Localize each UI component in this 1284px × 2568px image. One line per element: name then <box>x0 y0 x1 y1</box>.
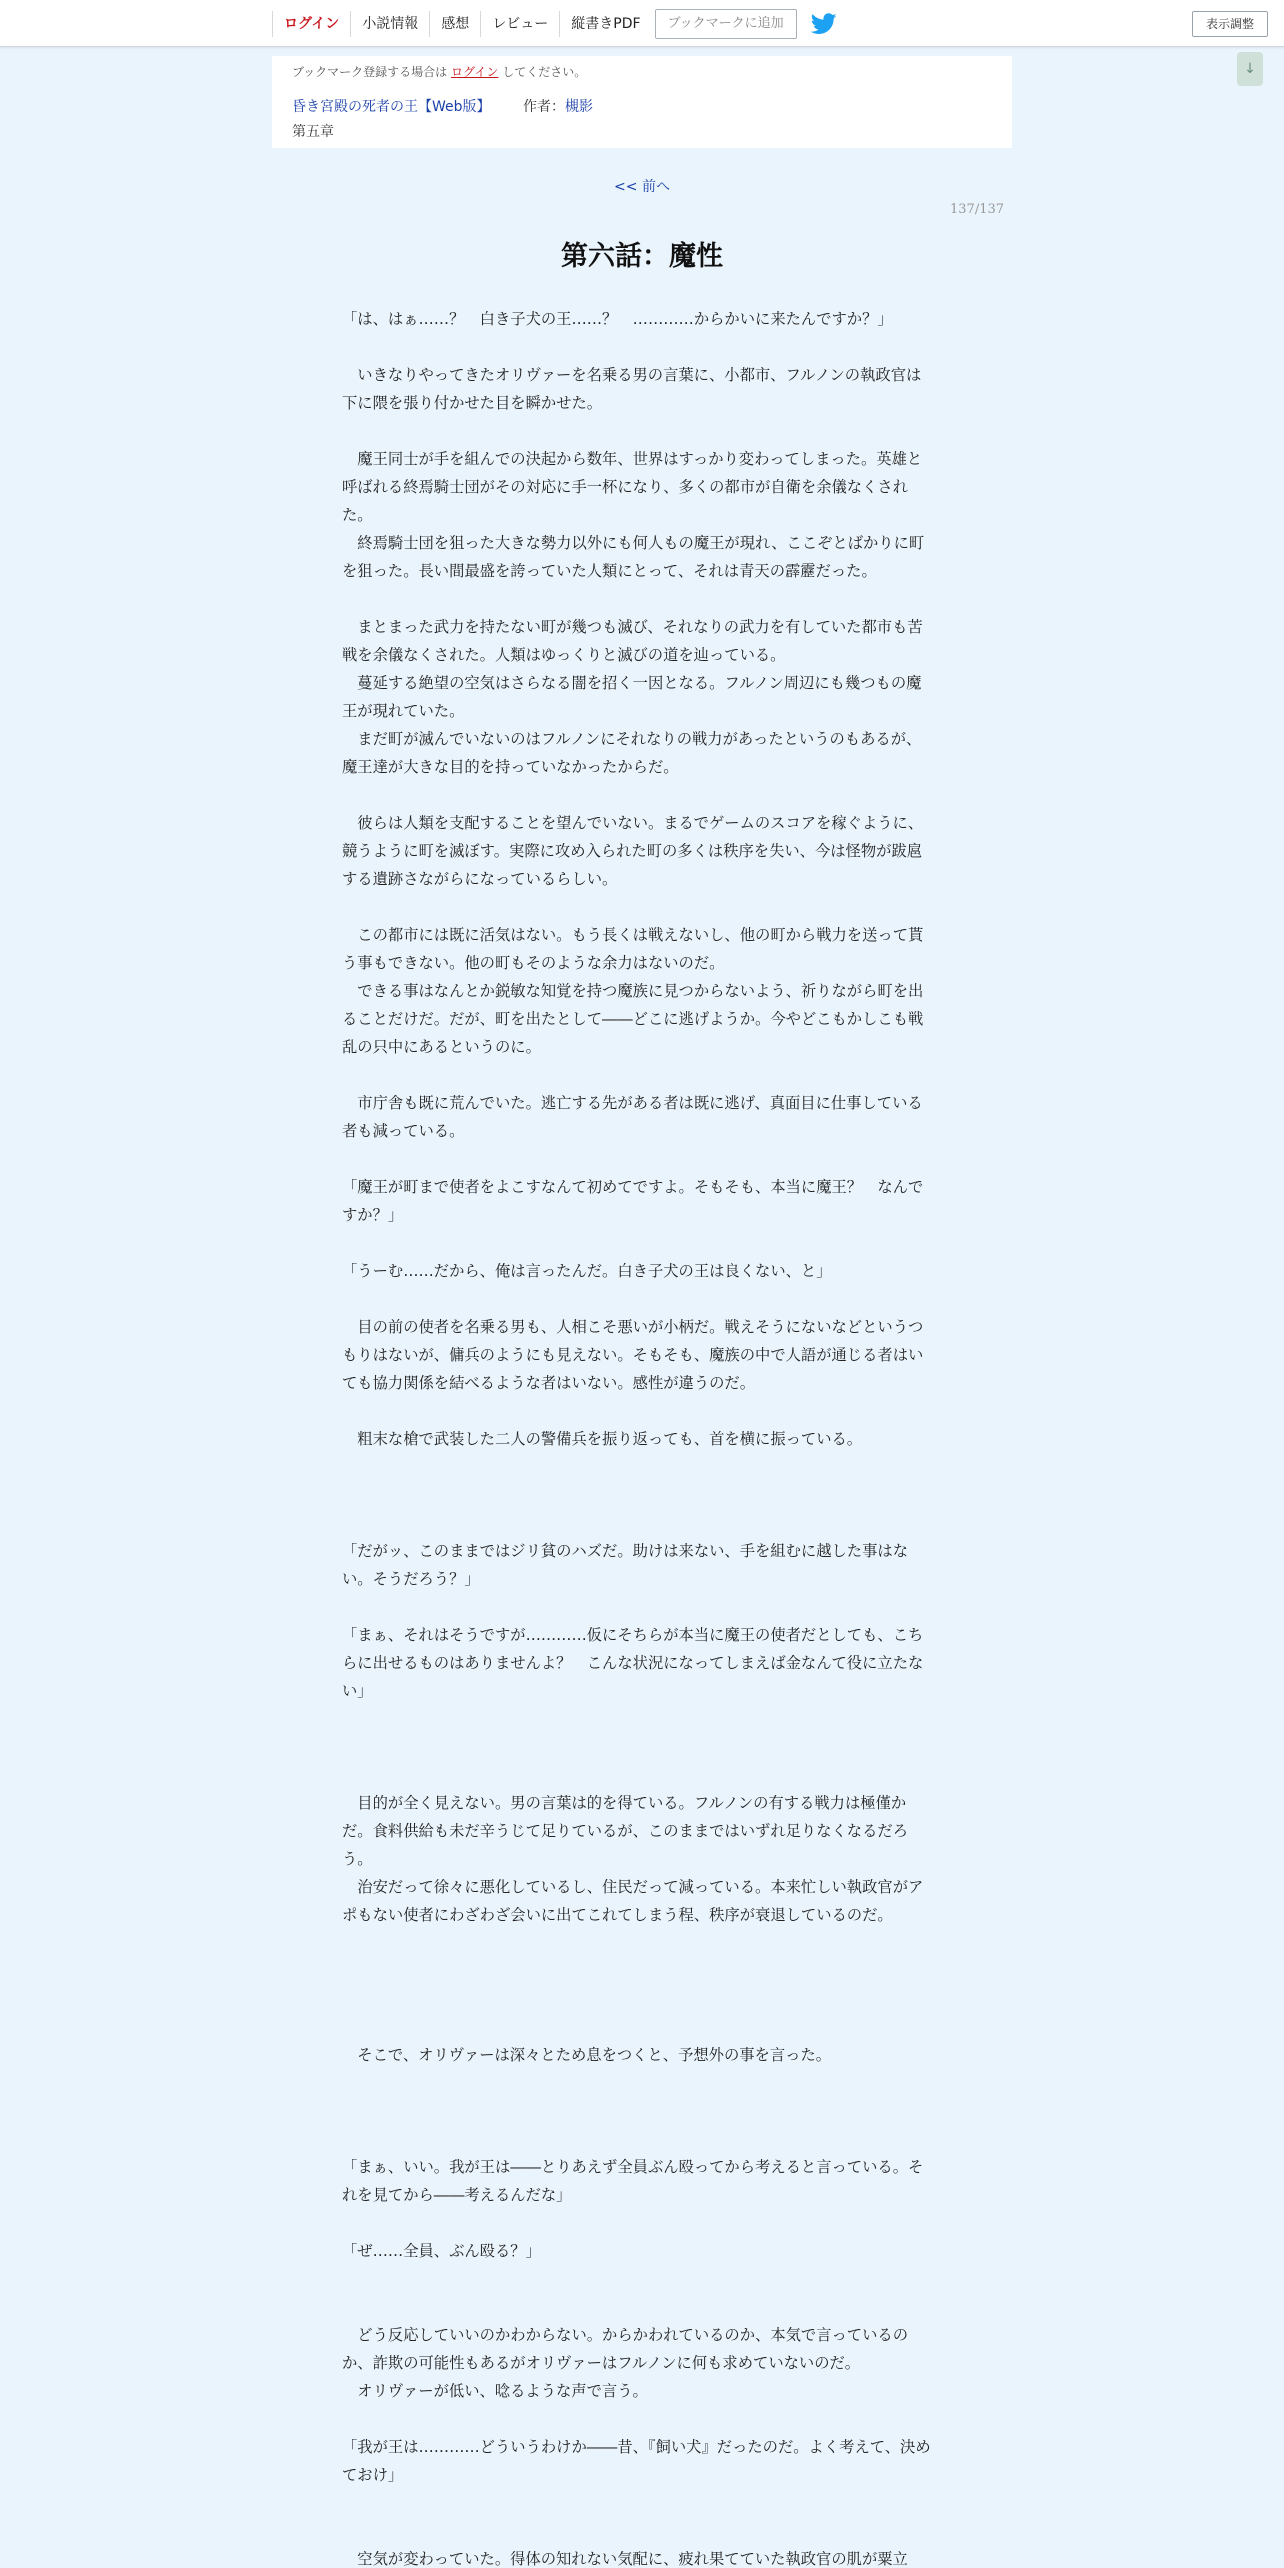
novel-paragraph: 蔓延する絶望の空気はさらなる闇を招く一因となる。フルノン周辺にも幾つもの魔王が現れていた。 <box>342 674 922 720</box>
novel-title-link[interactable]: 昏き宮殿の死者の王【Web版】 <box>292 99 491 115</box>
novel-paragraph <box>342 2209 936 2237</box>
novel-paragraph <box>342 1285 936 1313</box>
chapter-name: 第五章 <box>292 124 334 140</box>
novel-paragraph: 目の前の使者を名乗る男も、人相こそ悪いが小柄だ。戦えそうにないなどというつもりはないが、傭兵のようにも見えない。そもそも、魔族の中で人語が通じる者はいても協力関係を結べるような者はいない。感性が違うのだ。 <box>342 1318 924 1392</box>
novel-paragraph <box>342 2489 936 2517</box>
novel-paragraph <box>342 1593 936 1621</box>
twitter-bird-icon[interactable] <box>811 13 837 35</box>
author-link[interactable]: 槻影 <box>564 99 593 115</box>
novel-paragraph: 目的が全く見えない。男の言葉は的を得ている。フルノンの有する戦力は極僅かだ。食料供給も未だ辛うじて足りているが、このままではいずれ足りなくなるだろう。 <box>342 1794 908 1868</box>
novel-paragraph <box>342 1957 936 1985</box>
novel-paragraph: 「だがッ、このままではジリ貧のハズだ。助けは来ない、手を組むに越した事はない。そうだろう？」 <box>342 1542 908 1588</box>
novel-paragraph <box>342 1733 936 1761</box>
novel-paragraph: この都市には既に活気はない。もう長くは戦えないし、他の町から戦力を送って貰う事もできない。他の町もそのような余力はないのだ。 <box>342 926 924 972</box>
novel-paragraph: 魔王同士が手を組んでの決起から数年、世界はすっかり変わってしまった。英雄と呼ばれる終焉騎士団がその対応に手一杯になり、多くの都市が自衛を余儀なくされた。 <box>342 450 923 524</box>
novel-paragraph: 「我が王は…………どういうわけか――昔、『飼い犬』だったのだ。よく考えて、決めておけ」 <box>342 2438 931 2484</box>
novel-paragraph <box>342 893 936 921</box>
novel-paragraph: 彼らは人類を支配することを望んでいない。まるでゲームのスコアを稼ぐように、競うように町を滅ぼす。実際に攻め入られた町の多くは秩序を失い、今は怪物が跋扈する遺跡さながらになっているらしい。 <box>342 814 924 888</box>
novel-paragraph <box>342 1397 936 1425</box>
novel-paragraph <box>342 1929 936 1957</box>
novel-title-line <box>292 96 593 116</box>
prev-page-link[interactable]: << 前へ <box>614 179 670 195</box>
novel-paragraph <box>342 2405 936 2433</box>
top-nav <box>272 8 837 40</box>
novel-paragraph: 「は、はぁ……？ 白き子犬の王……？ …………からかいに来たんですか？」 <box>342 310 893 328</box>
novel-paragraph <box>342 2293 936 2321</box>
novel-paragraph <box>342 1985 936 2013</box>
novel-header <box>272 56 1012 148</box>
top-navigation-bar <box>0 0 1284 47</box>
episode-title: 第六話：魔性 <box>561 241 723 272</box>
novel-paragraph: まとまった武力を持たない町が幾つも滅び、それなりの武力を有していた都市も苦戦を余儀なくされた。人類はゆっくりと滅びの道を辿っている。 <box>342 618 923 664</box>
novel-paragraph <box>342 2097 936 2125</box>
novel-paragraph: 「魔王が町まで使者をよこすなんて初めてですよ。そもそも、本当に魔王？ なんですか？」 <box>342 1178 924 1224</box>
novel-paragraph <box>342 781 936 809</box>
novel-paragraph <box>342 1061 936 1089</box>
novel-paragraph: 終焉騎士団を狙った大きな勢力以外にも何人もの魔王が現れ、ここぞとばかりに町を狙った。長い間最盛を誇っていた人類にとって、それは青天の霹靂だった。 <box>342 534 925 580</box>
novel-paragraph: できる事はなんとか鋭敏な知覚を持つ魔族に見つからないよう、祈りながら町を出ることだけだ。だが、町を出たとして――どこに逃げようか。今やどこもかしこも戦乱の只中にあるというのに。 <box>342 982 924 1056</box>
bookmark-login-link[interactable]: ログイン <box>451 65 499 79</box>
novel-paragraph <box>342 585 936 613</box>
bookmark-note <box>292 63 586 80</box>
novel-paragraph <box>342 1229 936 1257</box>
nav-review[interactable]: レビュー <box>480 11 559 37</box>
novel-paragraph <box>342 417 936 445</box>
novel-paragraph <box>342 1761 936 1789</box>
novel-body <box>342 305 936 2568</box>
novel-paragraph: 「まぁ、それはそうですが…………仮にそちらが本当に魔王の使者だとしても、こちらに出せるものはありませんよ？ こんな状況になってしまえば金なんて役に立たない」 <box>342 1626 924 1700</box>
novel-paragraph: そこで、オリヴァーは深々とため息をつくと、予想外の事を言った。 <box>342 2046 832 2064</box>
novel-paragraph <box>342 1705 936 1733</box>
novel-paragraph: まだ町が滅んでいないのはフルノンにそれなりの戦力があったというのもあるが、魔王達が大きな目的を持っていなかったからだ。 <box>342 730 922 776</box>
novel-paragraph <box>342 2125 936 2153</box>
novel-paragraph: 市庁舎も既に荒んでいた。逃亡する先がある者は既に逃げ、真面目に仕事している者も減っている。 <box>342 1094 923 1140</box>
nav-impressions[interactable]: 感想 <box>429 11 480 37</box>
bookmark-note-prefix: ブックマーク登録する場合は <box>292 65 448 79</box>
nav-novel-info[interactable]: 小説情報 <box>350 11 429 37</box>
bookmark-note-suffix: してください。 <box>502 65 587 79</box>
novel-paragraph: 「うーむ……だから、俺は言ったんだ。白き子犬の王は良くない、と」 <box>342 1262 832 1280</box>
novel-paragraph: どう反応していいのかわからない。からかわれているのか、本気で言っているのか、詐欺の可能性もあるがオリヴァーはフルノンに何も求めていないのだ。 <box>342 2326 908 2372</box>
scroll-down-button[interactable]: ↓ <box>1237 52 1263 86</box>
novel-paragraph: 「ぜ……全員、ぶん殴る？」 <box>342 2242 541 2260</box>
novel-paragraph <box>342 2013 936 2041</box>
novel-paragraph: 治安だって徐々に悪化しているし、住民だって減っている。本来忙しい執政官がアポもない使者にわざわざ会いに出てこれてしまう程、秩序が衰退しているのだ。 <box>342 1878 924 1924</box>
display-settings-button[interactable]: 表示調整 <box>1192 11 1268 37</box>
novel-paragraph: オリヴァーが低い、唸るような声で言う。 <box>342 2382 648 2400</box>
novel-paragraph <box>342 333 936 361</box>
nav-login[interactable]: ログイン <box>272 11 350 37</box>
add-bookmark-button[interactable]: ブックマークに追加 <box>655 9 797 39</box>
novel-paragraph <box>342 1145 936 1173</box>
page-count: 137/137 <box>950 202 1005 217</box>
nav-vertical-pdf[interactable]: 縦書きPDF <box>559 11 651 37</box>
novel-paragraph <box>342 1453 936 1481</box>
novel-paragraph: いきなりやってきたオリヴァーを名乗る男の言葉に、小都市、フルノンの執政官は下に隈を張り付かせた目を瞬かせた。 <box>342 366 922 412</box>
novel-paragraph <box>342 2069 936 2097</box>
novel-paragraph <box>342 2265 936 2293</box>
novel-paragraph <box>342 1481 936 1509</box>
novel-paragraph: 「まぁ、いい。我が王は――とりあえず全員ぶん殴ってから考えると言っている。それを見てから――考えるんだな」 <box>342 2158 924 2204</box>
novel-paragraph <box>342 1509 936 1537</box>
novel-paragraph: 粗末な槍で武装した二人の警備兵を振り返っても、首を横に振っている。 <box>342 1430 863 1448</box>
novel-paragraph: 空気が変わっていた。得体の知れない気配に、疲れ果てていた執政官の肌が粟立 <box>342 2550 908 2568</box>
novel-paragraph <box>342 2517 936 2545</box>
author-label: 作者： <box>522 99 565 115</box>
